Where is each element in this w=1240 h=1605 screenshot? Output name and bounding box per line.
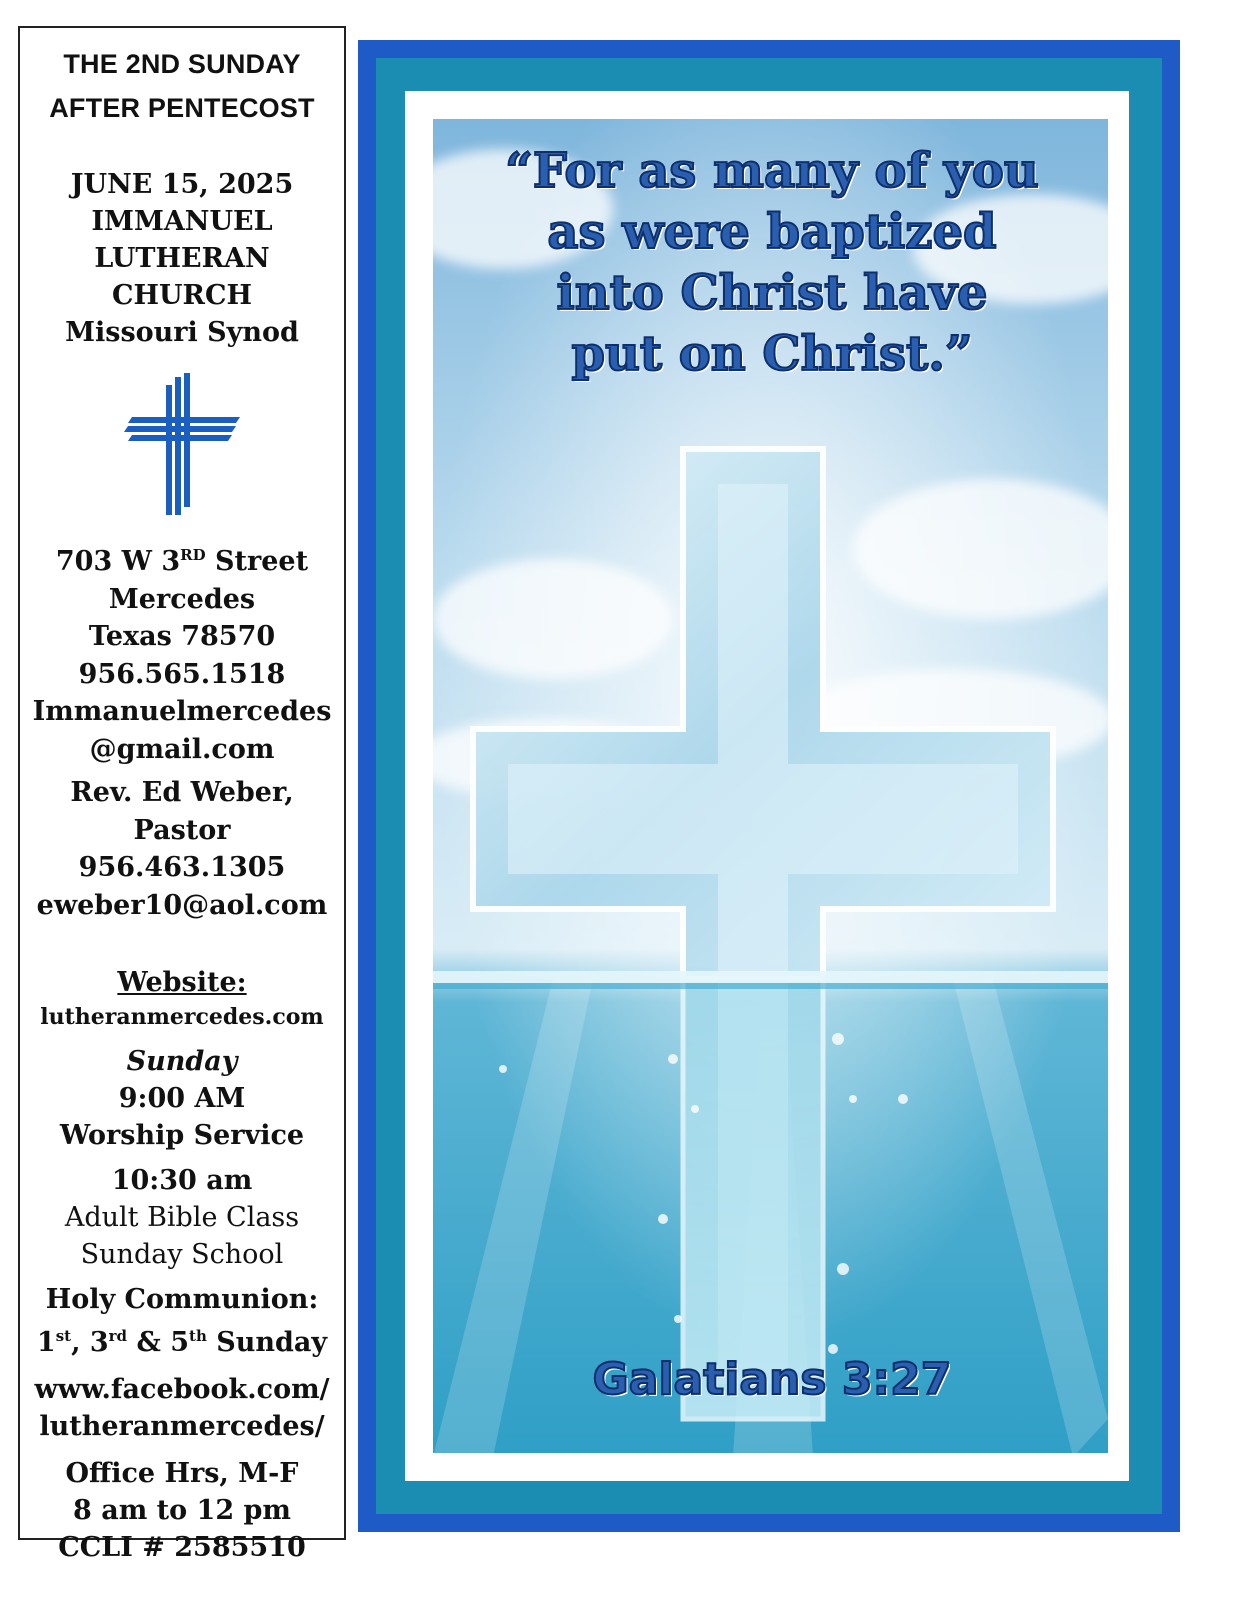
pastor-email: eweber10@aol.com (36, 889, 328, 921)
cover-frame (358, 40, 1180, 1532)
church-phone: 956.565.1518 (78, 658, 286, 690)
church-email-line-1: Immanuelmercedes (32, 696, 332, 727)
service-date: JUNE 15, 2025 (70, 169, 294, 200)
church-name-line-2: LUTHERAN (94, 243, 270, 274)
bible-verse (433, 141, 1111, 385)
church-email-line-2: @gmail.com (89, 733, 275, 765)
communion-ordinal-1: st (55, 1327, 72, 1345)
church-name-line-1: IMMANUEL (91, 206, 273, 237)
website-heading: Website: (117, 967, 247, 998)
communion-day-5: & 5 (127, 1327, 190, 1358)
communion-schedule (20, 1281, 344, 1361)
facebook-line-1: www.facebook.com/ (34, 1374, 330, 1405)
communion-ordinal-5: th (189, 1327, 207, 1345)
cover-mat (405, 91, 1129, 1481)
communion-heading: Holy Communion: (45, 1284, 319, 1315)
synod: Missouri Synod (65, 317, 299, 348)
cover-artwork (433, 119, 1111, 1453)
facebook-link[interactable] (20, 1371, 344, 1445)
verse-line-4: put on Christ.” (571, 326, 973, 382)
pastor-info (20, 774, 344, 924)
pastor-phone: 956.463.1305 (78, 852, 286, 883)
street-ordinal: RD (180, 546, 206, 564)
city: Mercedes (108, 583, 256, 615)
verse-reference: Galatians 3:27 (592, 1354, 952, 1405)
church-info (20, 166, 344, 351)
facebook-line-2: lutheranmercedes/ (39, 1411, 325, 1442)
service-time: 9:00 AM (118, 1083, 246, 1114)
communion-day-1: 1 (36, 1327, 56, 1358)
street-suffix: Street (205, 546, 309, 577)
communion-sunday: Sunday (206, 1327, 328, 1358)
title-line-1: THE 2ND SUNDAY (63, 49, 301, 79)
office-info (20, 1455, 344, 1566)
communion-day-3: , 3 (71, 1327, 109, 1358)
bulletin-sidebar (18, 26, 346, 1563)
pastor-name: Rev. Ed Weber, Pastor (70, 777, 294, 846)
service-day: Sunday (126, 1046, 238, 1077)
service-title (20, 42, 344, 130)
street-address (20, 537, 344, 581)
class-time: 10:30 am (111, 1165, 253, 1196)
state-zip: Texas 78570 (88, 621, 276, 652)
ccli-number: CCLI # 2585510 (58, 1532, 306, 1563)
church-address (20, 537, 344, 768)
office-hours-line-1: Office Hrs, M-F (65, 1458, 299, 1489)
class-name-adult: Adult Bible Class (64, 1202, 300, 1233)
street-number: 703 W 3 (55, 546, 181, 577)
church-name-line-3: CHURCH (112, 280, 252, 311)
communion-ordinal-3: rd (108, 1327, 128, 1345)
title-line-2: AFTER PENTECOST (49, 93, 315, 123)
verse-line-1: “For as many of you (505, 143, 1039, 199)
office-hours-line-2: 8 am to 12 pm (73, 1495, 291, 1526)
website-url: lutheranmercedes.com (40, 1004, 324, 1030)
lcms-cross-icon (124, 373, 240, 515)
class-name-sunday-school: Sunday School (80, 1239, 284, 1270)
service-name: Worship Service (59, 1120, 305, 1151)
cover-inner-border (376, 58, 1162, 1514)
verse-line-3: into Christ have (556, 265, 988, 321)
communion-days (20, 1318, 344, 1361)
verse-line-2: as were baptized (547, 204, 997, 260)
